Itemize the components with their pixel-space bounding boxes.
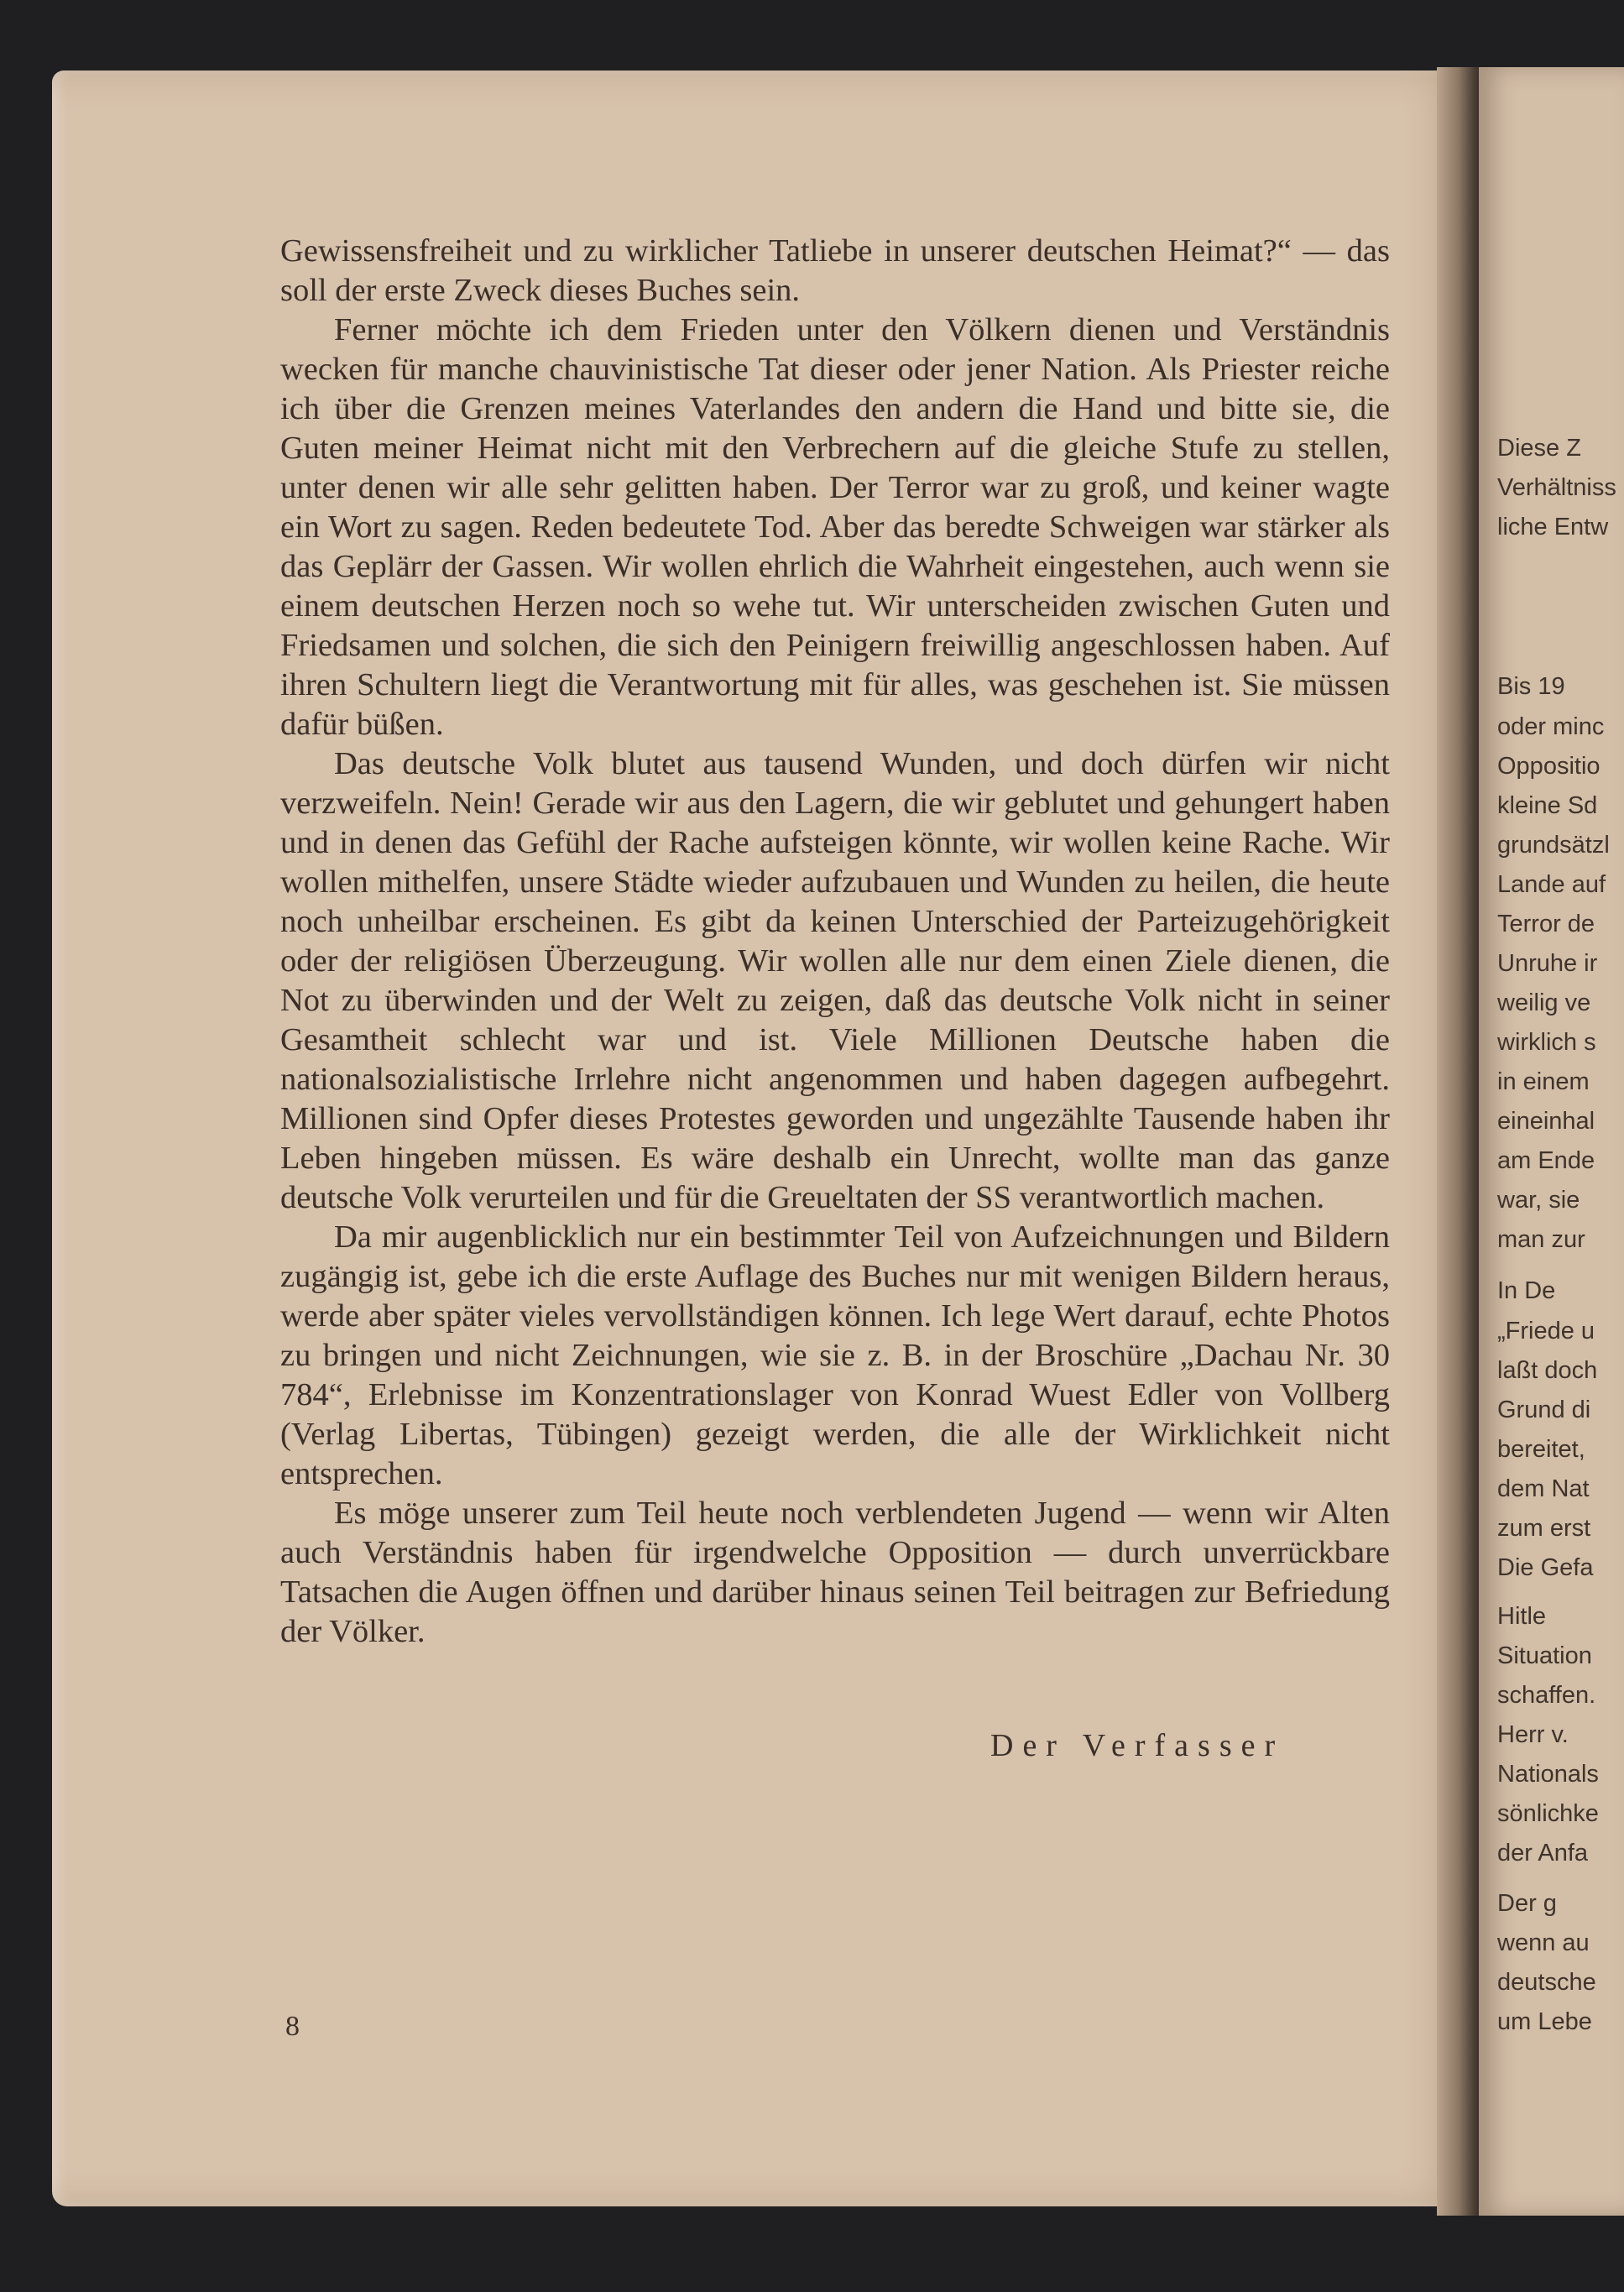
right-page-line: liche Entw — [1497, 514, 1609, 540]
right-page-line: man zur — [1497, 1226, 1585, 1253]
page-number: 8 — [285, 2011, 300, 2042]
paragraph: Gewissensfreiheit und zu wirklicher Tatliebe in unserer deutschen Heimat?“ — das soll der erste Zweck dieses Buches sein. — [280, 233, 1390, 308]
right-page-line: am Ende — [1497, 1147, 1595, 1174]
right-page-line: Diese Z — [1497, 435, 1581, 462]
paragraph: Es möge unserer zum Teil heute noch verblendeten Jugend — wenn wir Alten auch Verständnis haben für irgendwelche Opposition — durch unverrückbare Tatsachen die Augen öffnen und darüber hinaus seinen Teil beitragen zur Befriedung der Völker. — [280, 1496, 1390, 1649]
paragraph: Da mir augenblicklich nur ein bestimmter Teil von Aufzeichnungen und Bildern zugängig ist, gebe ich die erste Auflage des Buches nur mit wenigen Bildern heraus, werde aber später vieles vervollständigen können. Ich lege Wert darauf, echte Photos zu bringen und nicht Zeichnungen, wie sie z. B. in der Broschüre „Dachau Nr. 30 784“, Erlebnisse im Konzentrationslager von Konrad Wuest Edler von Vollberg (Verlag Libertas, Tübingen) gezeigt werden, die alle der Wirklichkeit nicht entsprechen. — [280, 1219, 1390, 1491]
right-page-line: Terror de — [1497, 911, 1595, 937]
right-page-line: Oppositio — [1497, 753, 1601, 780]
right-page-line: um Lebe — [1497, 2008, 1592, 2035]
body-text — [280, 232, 1390, 1652]
right-page-line: der Anfa — [1497, 1840, 1589, 1866]
right-page-line: schaffen. — [1497, 1682, 1596, 1709]
right-page-line: Bis 19 — [1497, 673, 1565, 700]
right-page-line: Grund di — [1497, 1397, 1591, 1423]
right-page-line: zum erst — [1497, 1515, 1591, 1542]
right-page-line: Unruhe ir — [1497, 950, 1598, 977]
right-page-line: oder minc — [1497, 713, 1605, 740]
right-page-line: deutsche — [1497, 1969, 1596, 1996]
right-page-line: Hitle — [1497, 1603, 1547, 1630]
right-page-line: wenn au — [1497, 1929, 1590, 1956]
right-page-line: grundsätzl — [1497, 832, 1610, 859]
author-signature: Der Verfasser — [990, 1728, 1285, 1763]
right-page-line: laßt doch — [1497, 1357, 1598, 1384]
right-page-line: dem Nat — [1497, 1475, 1590, 1502]
right-page-line: Die Gefa — [1497, 1554, 1594, 1581]
right-page-line: In De — [1497, 1277, 1556, 1304]
right-book-page — [1479, 67, 1624, 2216]
right-page-line: wirklich s — [1497, 1029, 1596, 1056]
book-gutter — [1437, 67, 1484, 2216]
right-page-line: Verhältniss — [1497, 474, 1616, 501]
right-page-line: „Friede u — [1497, 1318, 1595, 1344]
right-page-line: eineinhal — [1497, 1108, 1595, 1135]
right-page-line: Nationals — [1497, 1761, 1599, 1788]
paragraph: Ferner möchte ich dem Frieden unter den Völkern dienen und Verständnis wecken für manche chauvinistische Tat dieser oder jener Nation. Als Priester reiche ich über die Grenzen meines Vaterlandes den andern die Hand und bitte sie, die Guten meiner Heimat nicht mit den Verbrechern auf die gleiche Stufe zu stellen, unter denen wir alle sehr gelitten haben. Der Terror war zu groß, und keiner wagte ein Wort zu sagen. Reden bedeutete Tod. Aber das beredte Schweigen war stärker als das Geplärr der Gassen. Wir wollen ehrlich die Wahrheit eingestehen, auch wenn sie einem deutschen Herzen noch so wehe tut. Wir unterscheiden zwischen Guten und Friedsamen und solchen, die sich den Peinigern freiwillig angeschlossen haben. Auf ihren Schultern liegt die Verantwortung mit für alles, was geschehen ist. Sie müssen dafür büßen. — [280, 312, 1390, 742]
right-page-line: war, sie — [1497, 1187, 1580, 1214]
right-page-line: kleine Sd — [1497, 792, 1598, 819]
right-page-line: in einem — [1497, 1068, 1590, 1095]
right-page-line: Situation — [1497, 1642, 1592, 1669]
right-page-line: bereitet, — [1497, 1436, 1585, 1463]
right-page-line: Der g — [1497, 1890, 1557, 1917]
paragraph: Das deutsche Volk blutet aus tausend Wunden, und doch dürfen wir nicht verzweifeln. Nein! Gerade wir aus den Lagern, die wir geblutet und gehungert haben und in denen das Gefühl der Rache aufsteigen könnte, wir wollen keine Rache. Wir wollen mithelfen, unsere Städte wieder aufzubauen und Wunden zu heilen, die heute noch unheilbar erscheinen. Es gibt da keinen Unterschied der Parteizugehörigkeit oder der religiösen Überzeugung. Wir wollen alle nur dem einen Ziele dienen, die Not zu überwinden und der Welt zu zeigen, daß das deutsche Volk nicht in seiner Gesamtheit schlecht war und ist. Viele Millionen Deutsche haben die nationalsozialistische Irrlehre nicht angenommen und haben dagegen aufbegehrt. Millionen sind Opfer dieses Protestes geworden und ungezählte Tausende haben ihr Leben hingeben müssen. Es wäre deshalb ein Unrecht, wollte man das ganze deutsche Volk verurteilen und für die Greueltaten der SS verantwortlich machen. — [280, 746, 1390, 1215]
right-page-line: sönlichke — [1497, 1800, 1599, 1827]
right-page-line: weilig ve — [1497, 989, 1591, 1016]
right-page-line: Herr v. — [1497, 1721, 1569, 1748]
right-page-line: Lande auf — [1497, 871, 1606, 898]
